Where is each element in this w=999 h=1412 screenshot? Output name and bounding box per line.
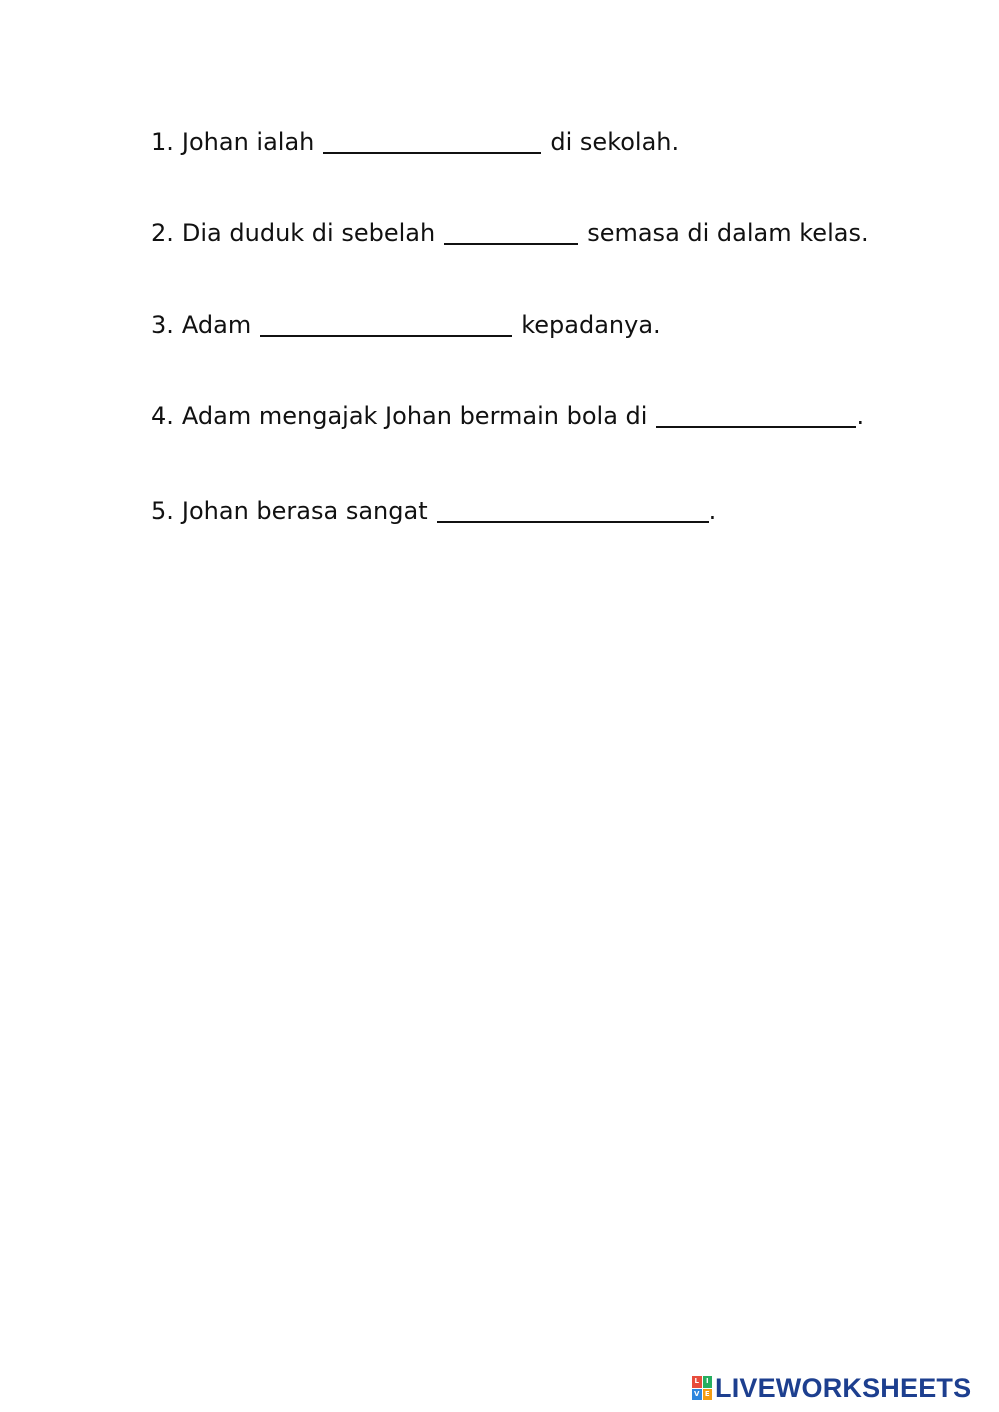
question-number: 2. — [151, 219, 174, 247]
question-text-after: . — [856, 402, 865, 430]
logo-text: LIVEWORKSHEETS — [715, 1372, 972, 1403]
question-1 — [151, 126, 679, 158]
question-text-after: . — [708, 497, 717, 525]
question-text-before: Johan ialah — [181, 128, 315, 156]
question-number: 3. — [151, 311, 174, 339]
question-text-before: Adam mengajak Johan bermain bola di — [181, 402, 648, 430]
liveworksheets-logo — [692, 1374, 971, 1402]
question-number: 1. — [151, 128, 174, 156]
logo-mark-letter: E — [703, 1389, 713, 1401]
question-4 — [151, 400, 864, 432]
answer-blank-2[interactable] — [444, 223, 578, 245]
question-5 — [151, 495, 716, 527]
answer-blank-4[interactable] — [656, 406, 856, 428]
liveworksheets-logo-icon — [692, 1376, 712, 1400]
question-text-before: Dia duduk di sebelah — [181, 219, 436, 247]
question-2 — [151, 217, 869, 249]
question-text-after: kepadanya. — [521, 311, 661, 339]
logo-mark-letter: L — [692, 1376, 702, 1388]
question-number: 4. — [151, 402, 174, 430]
answer-blank-3[interactable] — [260, 315, 512, 337]
question-text-after: semasa di dalam kelas. — [587, 219, 869, 247]
answer-blank-1[interactable] — [323, 132, 541, 154]
question-text-before: Johan berasa sangat — [181, 497, 428, 525]
question-number: 5. — [151, 497, 174, 525]
question-3 — [151, 309, 661, 341]
logo-mark-letter: I — [703, 1376, 713, 1388]
answer-blank-5[interactable] — [437, 501, 709, 523]
question-text-after: di sekolah. — [550, 128, 680, 156]
question-text-before: Adam — [181, 311, 252, 339]
logo-mark-letter: V — [692, 1389, 702, 1401]
